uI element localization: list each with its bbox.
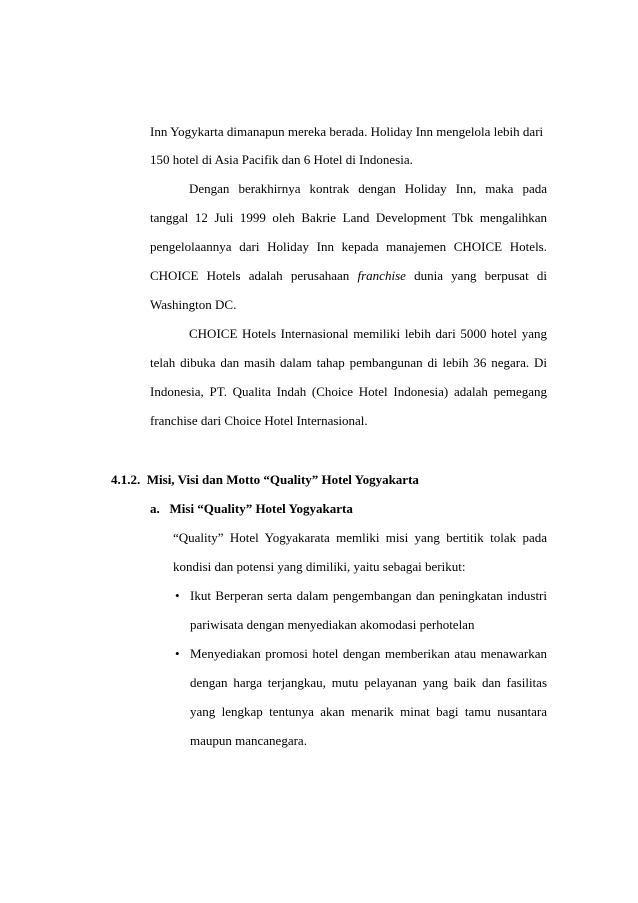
paragraph-2-line-5: Washington DC.	[150, 297, 237, 312]
paragraph-2-line-1: Dengan berakhirnya kontrak dengan Holiday Inn, maka pada	[189, 181, 547, 196]
section-subheading: a. Misi “Quality” Hotel Yogyakarta	[150, 501, 353, 516]
bullet-2-line-1: Menyediakan promosi hotel dengan memberikan atau menawarkan	[190, 646, 547, 661]
bullet-2-line-3: yang lengkap tentunya akan menarik minat bagi tamu nusantara	[190, 704, 547, 719]
paragraph-2-line-4	[150, 268, 547, 284]
bullet-2-line-4: maupun mancanegara.	[190, 733, 307, 748]
paragraph-3-line-2: telah dibuka dan masih dalam tahap pembangunan di lebih 36 negara. Di	[150, 355, 547, 370]
franchise-term: franchise	[357, 268, 406, 283]
paragraph-2-line-4-pre: CHOICE Hotels adalah perusahaan	[150, 268, 358, 283]
paragraph-3-line-3: Indonesia, PT. Qualita Indah (Choice Hotel Indonesia) adalah pemegang	[150, 384, 547, 399]
bullet-2-line-2: dengan harga terjangkau, mutu pelayanan yang baik dan fasilitas	[190, 675, 547, 690]
intro-line-2: kondisi dan potensi yang dimiliki, yaitu sebagai berikut:	[173, 559, 466, 574]
bullet-2-symbol: •	[175, 646, 180, 661]
intro-line-1: “Quality” Hotel Yogyakarata memliki misi yang bertitik tolak pada	[173, 530, 547, 545]
paragraph-3-line-4: franchise dari Choice Hotel Internasional.	[150, 413, 368, 428]
bullet-1-symbol: •	[175, 588, 180, 603]
paragraph-2-line-2: tanggal 12 Juli 1999 oleh Bakrie Land Development Tbk mengalihkan	[150, 210, 547, 225]
paragraph-1-line-1: Inn Yogykarta dimanapun mereka berada. Holiday Inn mengelola lebih dari	[150, 124, 544, 139]
paragraph-1-line-2: 150 hotel di Asia Pacifik dan 6 Hotel di Indonesia.	[150, 152, 413, 167]
paragraph-2-line-3: pengelolaannya dari Holiday Inn kepada manajemen CHOICE Hotels.	[150, 239, 547, 254]
paragraph-2-line-4-post: dunia yang berpusat di	[405, 268, 547, 283]
section-heading: 4.1.2. Misi, Visi dan Motto “Quality” Hotel Yogyakarta	[111, 472, 419, 487]
bullet-1-line-2: pariwisata dengan menyediakan akomodasi perhotelan	[190, 617, 475, 632]
paragraph-3-line-1: CHOICE Hotels Internasional memiliki lebih dari 5000 hotel yang	[189, 326, 547, 341]
bullet-1-line-1: Ikut Berperan serta dalam pengembangan dan peningkatan industri	[190, 588, 547, 603]
